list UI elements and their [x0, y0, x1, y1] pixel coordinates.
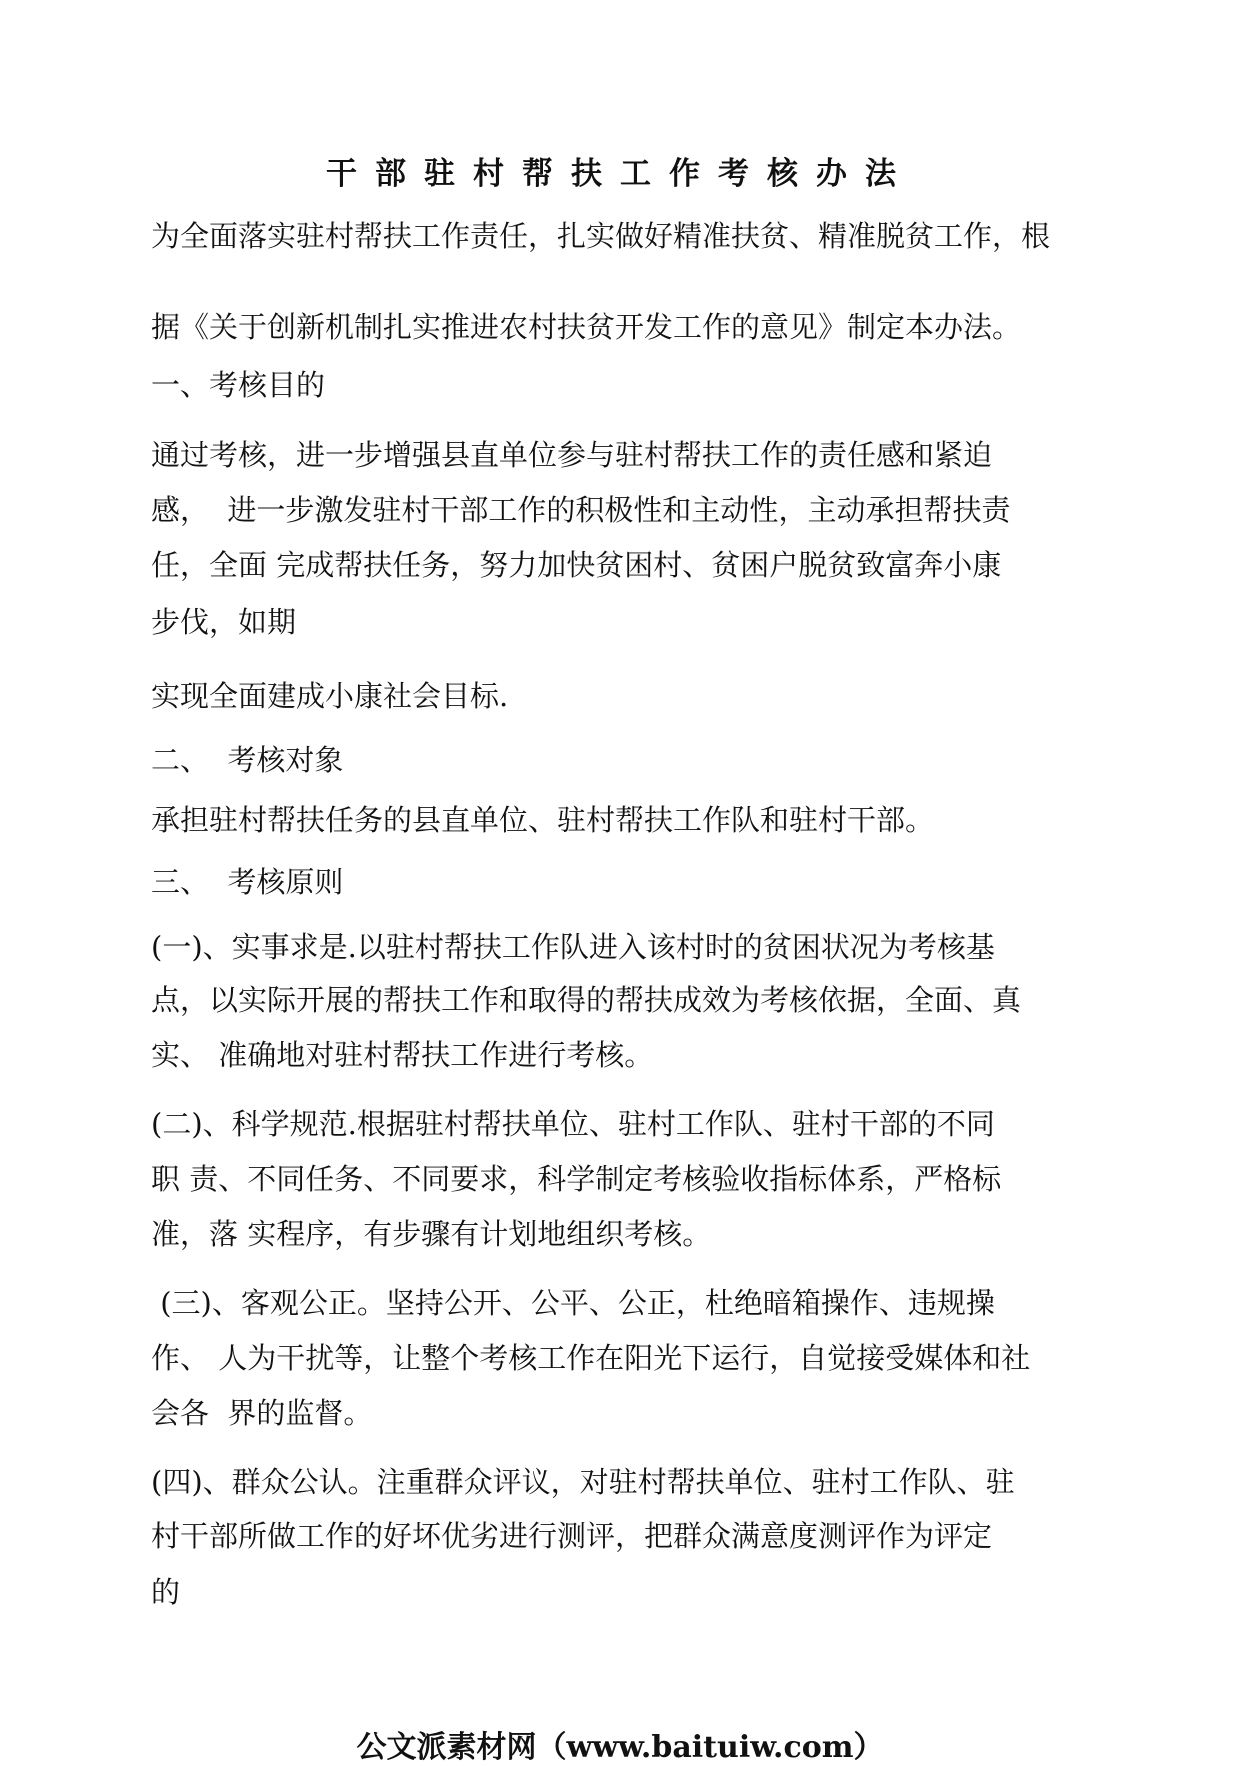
body-line: 村干部所做工作的好坏优劣进行测评，把群众满意度测评作为评定	[151, 1519, 993, 1553]
section-heading: 三、 考核原则	[151, 865, 344, 899]
body-line: (二)、科学规范.根据驻村帮扶单位、驻村工作队、驻村干部的不同	[151, 1107, 995, 1141]
body-line: (三)、客观公正。坚持公开、公平、公正，杜绝暗箱操作、违规操	[151, 1286, 995, 1320]
section-heading: 二、 考核对象	[151, 743, 344, 777]
body-line: 会各 界的监督。	[151, 1396, 373, 1430]
body-line: 点，以实际开展的帮扶工作和取得的帮扶成效为考核依据，全面、真	[151, 983, 1022, 1017]
body-line: 的	[151, 1575, 181, 1609]
body-line: 通过考核，进一步增强县直单位参与驻村帮扶工作的责任感和紧迫	[151, 438, 993, 472]
body-line: 据《关于创新机制扎实推进农村扶贫开发工作的意见》制定本办法。	[151, 310, 1022, 344]
body-line: 准，落 实程序，有步骤有计划地组织考核。	[151, 1217, 712, 1251]
section-heading: 一、考核目的	[151, 368, 326, 402]
document-title: 干部驻村帮扶工作考核办法	[326, 156, 914, 192]
body-line: 步伐，如期	[151, 605, 297, 639]
body-line: 作、 人为干扰等，让整个考核工作在阳光下运行，自觉接受媒体和社	[151, 1341, 1031, 1375]
body-line: 感， 进一步激发驻村干部工作的积极性和主动性，主动承担帮扶责	[151, 493, 1011, 527]
body-line: 承担驻村帮扶任务的县直单位、驻村帮扶工作队和驻村干部。	[151, 803, 935, 837]
body-line: 任，全面 完成帮扶任务，努力加快贫困村、贫困户脱贫致富奔小康	[151, 548, 1002, 582]
body-line: (一)、实事求是.以驻村帮扶工作队进入该村时的贫困状况为考核基	[151, 930, 995, 964]
body-line: (四)、群众公认。注重群众评议，对驻村帮扶单位、驻村工作队、驻	[151, 1465, 1015, 1499]
body-line: 职 责、不同任务、不同要求，科学制定考核验收指标体系，严格标	[151, 1162, 1002, 1196]
body-line: 为全面落实驻村帮扶工作责任，扎实做好精准扶贫、精准脱贫工作，根	[151, 219, 1051, 253]
source-footer: 公文派素材网（www.baituiw.com）	[356, 1730, 884, 1765]
body-line: 实、 准确地对驻村帮扶工作进行考核。	[151, 1038, 654, 1072]
body-line: 实现全面建成小康社会目标.	[151, 679, 509, 713]
